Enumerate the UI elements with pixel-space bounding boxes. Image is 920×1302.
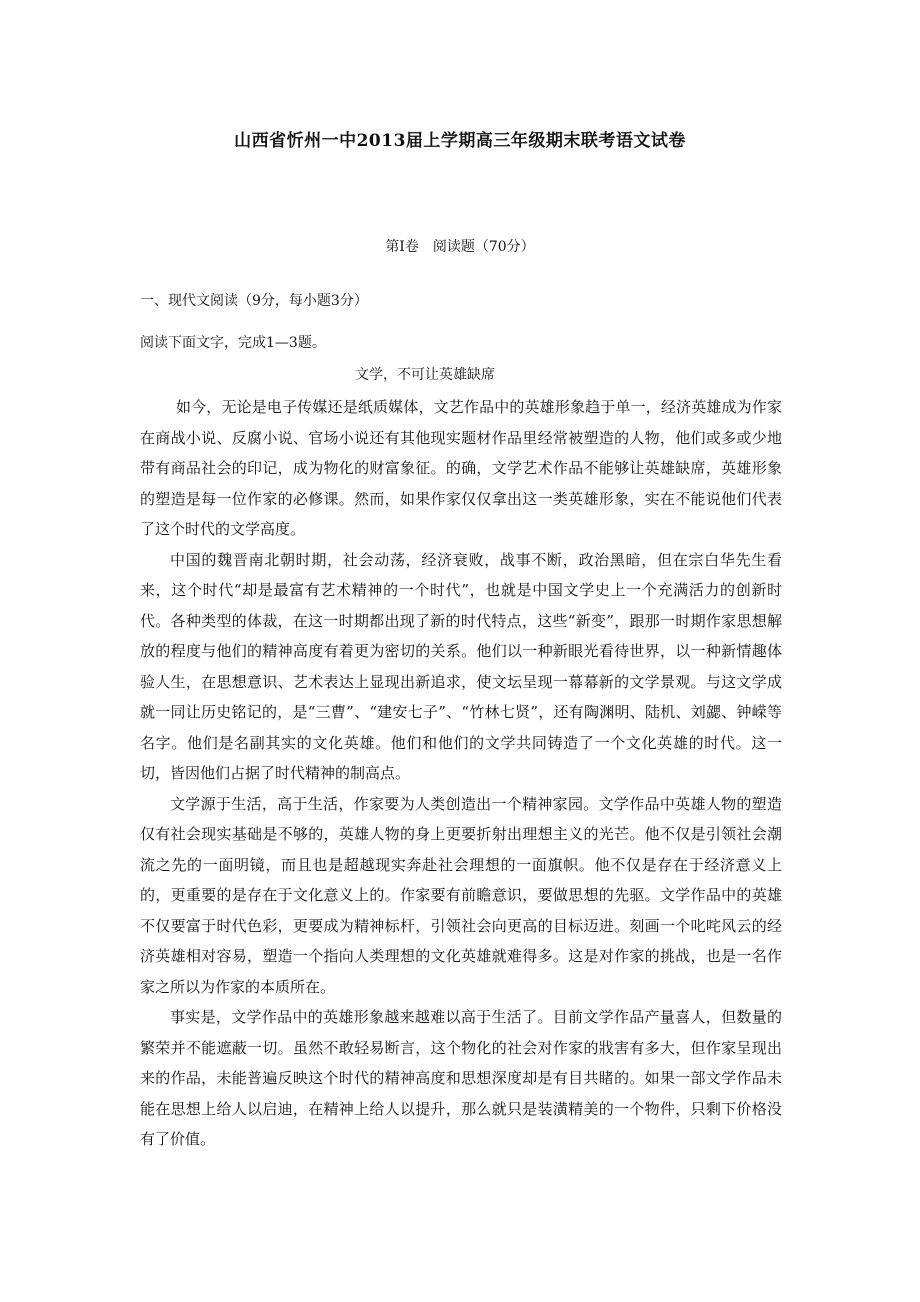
reading-instruction: 阅读下面文字，完成1—3题。 [140, 335, 326, 351]
section-heading: 一、现代文阅读（9分，每小题3分） [140, 293, 368, 309]
document-title: 山西省忻州一中2013届上学期高三年级期末联考语文试卷 [234, 131, 686, 151]
paragraph: 文学源于生活，高于生活，作家要为人类创造出一个精神家园。文学作品中英雄人物的塑造仅有社会现实基础是不够的，英雄人物的身上更要折射出理想主义的光芒。他不仅是引领社会潮流之先的一面明镜，而且也是超越现实奔赴社会理想的一面旗帜。他不仅是存在于经济意义上的，更重要的是存在于文化意义上的。作家要有前瞻意识，要做思想的先驱。文学作品中的英雄不仅要富于时代色彩，更要成为精神标杆，引领社会向更高的目标迈进。刻画一个叱咤风云的经济英雄相对容易，塑造一个指向人类理想的文化英雄就难得多。这是对作家的挑战，也是一名作家之所以为作家的本质所在。 [140, 794, 782, 996]
article-title: 文学，不可让英雄缺席 [355, 367, 495, 383]
paragraph: 中国的魏晋南北朝时期，社会动荡，经济衰败，战事不断，政治黑暗，但在宗白华先生看来，这个时代“却是最富有艺术精神的一个时代”，也就是中国文学史上一个充满活力的创新时代。各种类型的体裁，在这一时期都出现了新的时代特点，这些“新变”，跟那一时期作家思想解放的程度与他们的精神高度有着更为密切的关系。他们以一种新眼光看待世界，以一种新情趣体验人生，在思想意识、艺术表达上显现出新追求，使文坛呈现一幕幕新的文学景观。与这文学成就一同让历史铭记的，是“三曹”、“建安七子”、“竹林七贤”，还有陶渊明、陆机、刘勰、钟嵘等名字。他们是名副其实的文化英雄。他们和他们的文学共同铸造了一个文化英雄的时代。这一切，皆因他们占据了时代精神的制高点。 [140, 550, 782, 782]
volume-heading: 第Ⅰ卷 阅读题（70分） [385, 239, 535, 255]
paragraph: 如今，无论是电子传媒还是纸质媒体，文艺作品中的英雄形象趋于单一，经济英雄成为作家在商战小说、反腐小说、官场小说还有其他现实题材作品里经常被塑造的人物，他们或多或少地带有商品社会的印记，成为物化的财富象征。的确，文学艺术作品不能够让英雄缺席，英雄形象的塑造是每一位作家的必修课。然而，如果作家仅仅拿出这一类英雄形象，实在不能说他们代表了这个时代的文学高度。 [140, 398, 782, 538]
article-body [140, 392, 782, 1155]
paragraph: 事实是，文学作品中的英雄形象越来越难以高于生活了。目前文学作品产量喜人，但数量的繁荣并不能遮蔽一切。虽然不敢轻易断言，这个物化的社会对作家的戕害有多大，但作家呈现出来的作品，未能普遍反映这个时代的精神高度和思想深度却是有目共睹的。如果一部文学作品未能在思想上给人以启迪，在精神上给人以提升，那么就只是装潢精美的一个物件，只剩下价格没有了价值。 [140, 1008, 782, 1148]
